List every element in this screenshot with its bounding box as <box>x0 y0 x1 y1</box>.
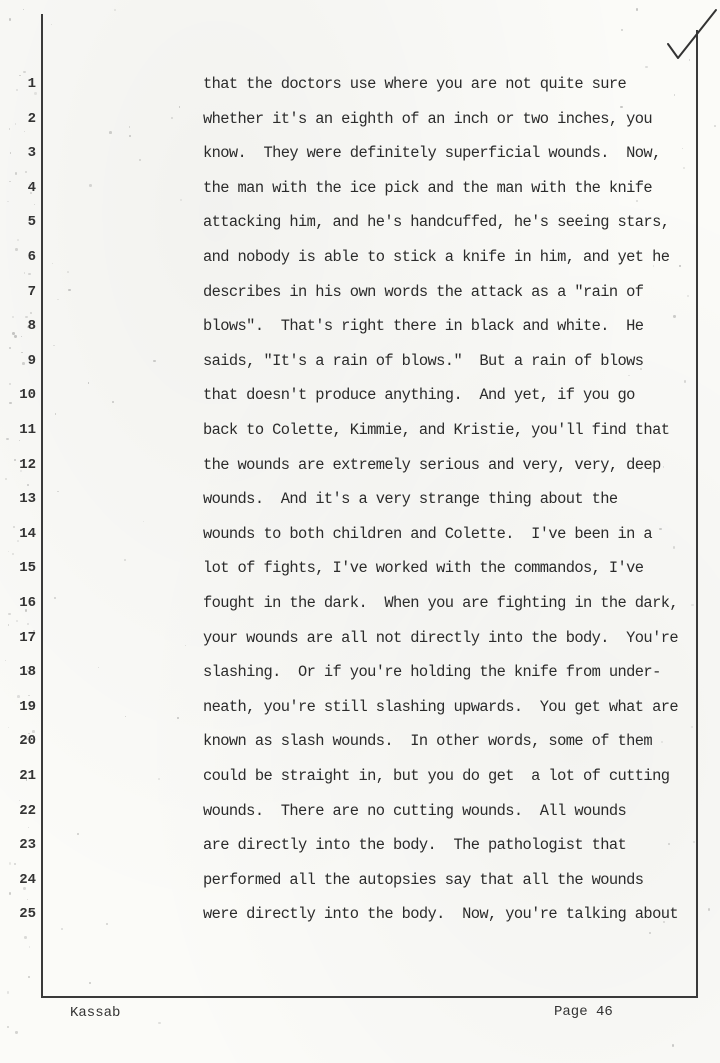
scan-speck <box>621 29 622 30</box>
scan-speck <box>19 800 20 801</box>
footer-witness-name: Kassab <box>70 1005 121 1021</box>
scan-speck <box>112 401 114 403</box>
scan-speck <box>28 733 29 734</box>
transcript-line: blows". That's right there in black and white. He <box>203 317 644 336</box>
scan-speck <box>53 345 55 347</box>
scan-speck <box>9 128 10 129</box>
scan-speck <box>6 438 8 440</box>
transcript-line: describes in his own words the attack as a "rain of <box>203 282 644 301</box>
line-number: 24 <box>19 871 36 888</box>
scan-speck <box>24 272 26 274</box>
scan-speck <box>651 465 653 467</box>
scan-speck <box>663 466 664 467</box>
scan-speck <box>653 265 654 266</box>
handwritten-check-icon <box>664 6 720 66</box>
scan-speck <box>171 117 173 119</box>
line-number: 21 <box>19 768 36 784</box>
scan-speck <box>158 1022 161 1025</box>
line-number: 3 <box>27 145 36 162</box>
scan-speck <box>106 923 108 925</box>
scan-speck <box>61 928 63 930</box>
scan-speck <box>143 521 144 522</box>
scan-speck <box>23 71 25 73</box>
scan-speck <box>25 316 27 318</box>
scan-speck <box>32 730 35 733</box>
scan-speck <box>663 912 665 914</box>
transcript-line: wounds to both children and Colette. I've been in a <box>203 524 653 543</box>
scan-speck <box>153 360 156 363</box>
scan-speck <box>714 125 716 127</box>
scan-speck <box>89 982 91 984</box>
transcript-line: were directly into the body. Now, you're talking about <box>203 905 678 924</box>
scan-speck <box>628 375 629 376</box>
scan-speck <box>12 553 14 555</box>
line-number: 8 <box>27 318 36 335</box>
line-number: 10 <box>19 387 36 404</box>
line-number: 1 <box>27 76 36 92</box>
transcript-line: saids, "It's a rain of blows." But a rain of blows <box>203 351 644 370</box>
transcript-line: slashing. Or if you're holding the knife from under- <box>203 663 661 682</box>
scan-speck <box>668 843 670 845</box>
transcript-line: whether it's an eighth of an inch or two inches, you <box>203 109 653 128</box>
transcript-line: the wounds are extremely serious and very, very, deep <box>203 455 661 474</box>
scan-speck <box>665 253 667 255</box>
scan-speck <box>22 362 25 365</box>
line-number: 6 <box>27 249 36 265</box>
scan-speck <box>8 624 10 626</box>
scan-speck <box>179 106 180 107</box>
scan-speck <box>158 778 160 780</box>
scan-speck <box>17 695 20 698</box>
line-number: 23 <box>19 837 36 854</box>
transcript-line: attacking him, and he's handcuffed, he's seeing stars, <box>203 213 670 232</box>
scan-speck <box>9 347 11 349</box>
transcript-line: that doesn't produce anything. And yet, if you go <box>203 386 635 405</box>
scan-speck <box>180 199 182 201</box>
scan-speck <box>661 741 663 743</box>
scan-speck <box>15 1031 17 1033</box>
scan-speck <box>12 332 15 335</box>
scan-speck <box>9 18 11 20</box>
scan-speck <box>659 528 661 530</box>
line-number: 9 <box>27 352 36 369</box>
scan-speck <box>30 312 32 314</box>
line-number: 2 <box>27 110 36 127</box>
transcript-line: and nobody is able to stick a knife in him, and yet he <box>203 248 670 266</box>
scan-speck <box>25 609 27 611</box>
scan-speck <box>23 887 26 890</box>
scan-speck <box>673 546 675 548</box>
scan-speck <box>679 265 680 266</box>
scan-speck <box>691 604 694 607</box>
scan-speck <box>27 326 30 329</box>
scan-speck <box>687 295 689 297</box>
line-number: 16 <box>19 595 36 611</box>
scan-speck <box>7 1026 9 1028</box>
line-number: 12 <box>19 456 36 473</box>
transcript-line: neath, you're still slashing upwards. You get what are <box>203 697 678 716</box>
scan-speck <box>8 727 9 728</box>
scan-speck <box>636 8 639 11</box>
scan-speck <box>68 289 70 291</box>
line-number: 13 <box>19 491 36 508</box>
scan-speck <box>24 936 27 939</box>
scan-speck <box>640 368 642 370</box>
scan-speck <box>114 9 116 11</box>
scan-speck <box>77 833 79 835</box>
line-number: 17 <box>19 629 36 646</box>
line-number: 7 <box>27 283 36 300</box>
right-margin-rule <box>696 30 698 998</box>
scan-speck <box>674 94 675 95</box>
transcript-line: fought in the dark. When you are fighting in the dark, <box>203 594 678 612</box>
scan-speck <box>129 135 131 137</box>
scan-speck <box>645 66 647 68</box>
scan-speck <box>14 335 16 337</box>
scan-speck <box>23 9 24 10</box>
scan-speck <box>33 630 34 631</box>
scan-speck <box>52 263 53 264</box>
scan-speck <box>15 172 18 175</box>
scan-speck <box>88 382 89 383</box>
scan-speck <box>19 75 20 76</box>
scan-speck <box>8 613 10 615</box>
scan-speck <box>29 184 31 186</box>
scan-speck <box>57 299 59 301</box>
scan-speck <box>125 716 126 717</box>
scan-speck <box>17 239 19 241</box>
scan-speck <box>16 620 18 622</box>
transcript-line: could be straight in, but you do get a lot of cutting <box>203 767 670 785</box>
line-number: 15 <box>19 560 36 577</box>
bottom-rule <box>41 996 698 998</box>
transcript-line: that the doctors use where you are not quite sure <box>203 75 627 93</box>
scan-speck <box>649 932 651 934</box>
scan-speck <box>124 559 126 561</box>
scan-speck <box>9 402 12 405</box>
line-number: 20 <box>19 733 36 750</box>
line-number: 11 <box>19 422 36 438</box>
scan-speck <box>177 717 179 719</box>
transcript-line: the man with the ice pick and the man with the knife <box>203 178 653 197</box>
scan-speck <box>21 336 22 337</box>
scan-speck <box>672 1044 674 1046</box>
transcript-line: know. They were definitely superficial wounds. Now, <box>203 144 661 163</box>
scan-speck <box>19 440 20 441</box>
scan-speck <box>129 126 130 127</box>
scan-speck <box>24 131 26 133</box>
transcript-line: wounds. And it's a very strange thing about the <box>203 490 618 509</box>
scan-speck <box>673 315 675 317</box>
scan-speck <box>693 841 695 843</box>
transcript-line: back to Colette, Kimmie, and Kristie, you'll find that <box>203 421 670 439</box>
transcript-line: are directly into the body. The pathologist that <box>203 836 627 855</box>
line-number: 14 <box>19 525 36 542</box>
scan-speck <box>8 551 9 552</box>
scan-speck <box>25 171 27 173</box>
scan-speck <box>21 352 22 353</box>
scan-speck <box>27 623 30 626</box>
scan-speck <box>185 645 187 647</box>
scan-speck <box>5 660 6 661</box>
transcript-line: known as slash wounds. In other words, some of them <box>203 732 653 751</box>
transcript-line: wounds. There are no cutting wounds. All wounds <box>203 801 627 820</box>
scan-speck <box>55 413 56 414</box>
transcript-line: performed all the autopsies say that all the wounds <box>203 870 644 889</box>
footer-page-number: Page 46 <box>554 1004 613 1020</box>
scan-speck <box>28 976 30 978</box>
scan-speck <box>14 863 16 865</box>
scan-speck <box>28 827 30 829</box>
scan-speck <box>28 695 29 696</box>
transcript-line: lot of fights, I've worked with the commandos, I've <box>203 559 644 578</box>
scan-speck <box>708 908 710 910</box>
line-number: 18 <box>19 664 36 681</box>
line-number: 5 <box>27 214 36 231</box>
scan-speck <box>21 877 24 880</box>
line-number: 19 <box>19 698 36 715</box>
scan-speck <box>28 273 30 275</box>
scan-speck <box>34 204 36 206</box>
scan-speck <box>34 92 36 94</box>
scan-speck <box>89 184 92 187</box>
scan-speck <box>5 478 7 480</box>
scan-speck <box>691 726 693 728</box>
scan-speck <box>109 131 112 134</box>
line-number: 25 <box>19 906 36 923</box>
scan-speck <box>54 597 56 599</box>
scan-speck <box>26 779 27 780</box>
scan-speck <box>7 201 9 203</box>
left-margin-rule <box>41 14 43 996</box>
scan-speck <box>139 159 142 162</box>
scan-speck <box>57 491 58 492</box>
scan-speck <box>67 271 69 273</box>
scan-speck <box>636 200 638 202</box>
scan-speck <box>27 899 28 900</box>
line-number: 22 <box>19 802 36 819</box>
scan-speck <box>27 484 29 486</box>
scan-speck <box>9 892 11 894</box>
scan-speck <box>10 152 12 154</box>
scan-speck <box>683 167 685 169</box>
scan-speck <box>51 24 52 25</box>
scan-speck <box>17 540 19 542</box>
scan-speck <box>682 148 683 149</box>
line-number: 4 <box>27 179 36 196</box>
scan-speck <box>29 946 30 947</box>
scan-speck <box>9 862 11 864</box>
scan-speck <box>30 192 32 194</box>
scan-speck <box>620 106 622 108</box>
scan-speck <box>7 991 10 994</box>
scan-speck <box>15 248 17 250</box>
scan-speck <box>98 667 99 668</box>
transcript-line: your wounds are all not directly into the body. You're <box>203 628 678 647</box>
scan-speck <box>9 383 10 384</box>
scan-speck <box>684 380 686 382</box>
